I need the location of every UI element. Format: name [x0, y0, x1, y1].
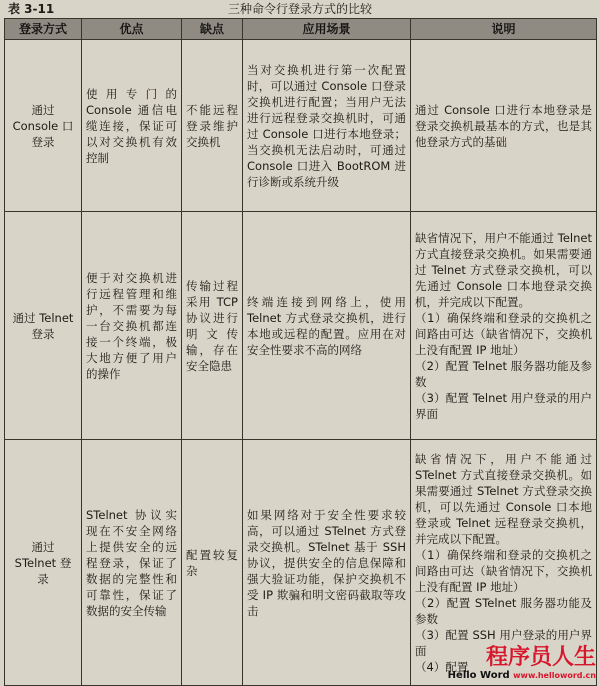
- table-row: [5, 40, 597, 212]
- cell-cons: 配置较复杂: [182, 440, 243, 686]
- note-line: （3）配置 SSH 用户登录的用户界面: [415, 627, 592, 658]
- note-line: （2）配置 STelnet 服务器功能及参数: [415, 595, 592, 626]
- table-caption: [0, 0, 600, 18]
- cell-scenario: 当对交换机进行第一次配置时，可以通过 Console 口登录交换机进行配置；当用户无法进行远程登录交换机时，可通过 Console 口进行本地登录；当交换机无法启动时，可通过 Console 口进入 BootROM 进行诊断或系统升级: [243, 40, 411, 212]
- table-number: 表 3-11: [8, 2, 55, 16]
- cell-notes: [411, 212, 597, 440]
- cell-cons: 传输过程采用 TCP 协议进行明文传输，存在安全隐患: [182, 212, 243, 440]
- watermark-site: www.helloword.cn: [513, 671, 596, 680]
- cell-method: 通过 Console 口登录: [5, 40, 82, 212]
- watermark-en: Hello Word: [447, 670, 510, 681]
- note-line: 缺省情况下，用户不能通过 Telnet 方式直接登录交换机。如果需要通过 Telnet 方式登录交换机，可以先通过 Console 口本地登录交换机，并完成以下配置。: [415, 230, 592, 309]
- cell-pros: STelnet 协议实现在不安全网络上提供安全的远程登录，保证了数据的完整性和可靠性，保证了数据的安全传输: [82, 440, 182, 686]
- header-cons: 缺点: [182, 19, 243, 40]
- note-line: （3）配置 Telnet 用户登录的用户界面: [415, 390, 592, 421]
- cell-method: 通过 Telnet 登录: [5, 212, 82, 440]
- note-line: 缺省情况下，用户不能通过 STelnet 方式直接登录交换机。如果需要通过 STelnet 方式登录交换机，可以先通过 Console 口本地登录或 Telnet 远程登录交换机，并完成以下配置。: [415, 451, 592, 546]
- header-method: 登录方式: [5, 19, 82, 40]
- note-line: （2）配置 Telnet 服务器功能及参数: [415, 358, 592, 389]
- header-pros: 优点: [82, 19, 182, 40]
- header-notes: 说明: [411, 19, 597, 40]
- cell-pros: 使用专门的 Console 通信电缆连接，保证可以对交换机有效控制: [82, 40, 182, 212]
- note-line: （4）配置: [415, 659, 469, 674]
- note-line: （1）确保终端和登录的交换机之间路由可达（缺省情况下，交换机上没有配置 IP 地址）: [415, 310, 592, 357]
- note-line: （1）确保终端和登录的交换机之间路由可达（缺省情况下，交换机上没有配置 IP 地址）: [415, 547, 592, 594]
- cell-cons: 不能远程登录维护交换机: [182, 40, 243, 212]
- watermark-cn: 程序员人生: [485, 645, 596, 670]
- cell-method: 通过 STelnet 登录: [5, 440, 82, 686]
- table-title: 三种命令行登录方式的比较: [227, 2, 372, 16]
- cell-notes: [411, 40, 597, 212]
- header-row: [5, 19, 597, 40]
- comparison-table: [4, 18, 597, 686]
- cell-scenario: 如果网络对于安全性要求较高，可以通过 STelnet 方式登录交换机。STelnet 基于 SSH 协议，提供安全的信息保障和强大验证功能，保护交换机不受 IP 欺骗和明文密码截取等攻击: [243, 440, 411, 686]
- table-row: [5, 212, 597, 440]
- table-row: [5, 440, 597, 686]
- note-line: 通过 Console 口进行本地登录是登录交换机最基本的方式，也是其他登录方式的基础: [415, 102, 592, 149]
- cell-scenario: 终端连接到网络上，使用 Telnet 方式登录交换机，进行本地或远程的配置。应用在对安全性要求不高的网络: [243, 212, 411, 440]
- header-scenario: 应用场景: [243, 19, 411, 40]
- cell-notes: [411, 440, 597, 686]
- cell-pros: 便于对交换机进行远程管理和维护，不需要为每一台交换机都连接一个终端，极大地方便了用户的操作: [82, 212, 182, 440]
